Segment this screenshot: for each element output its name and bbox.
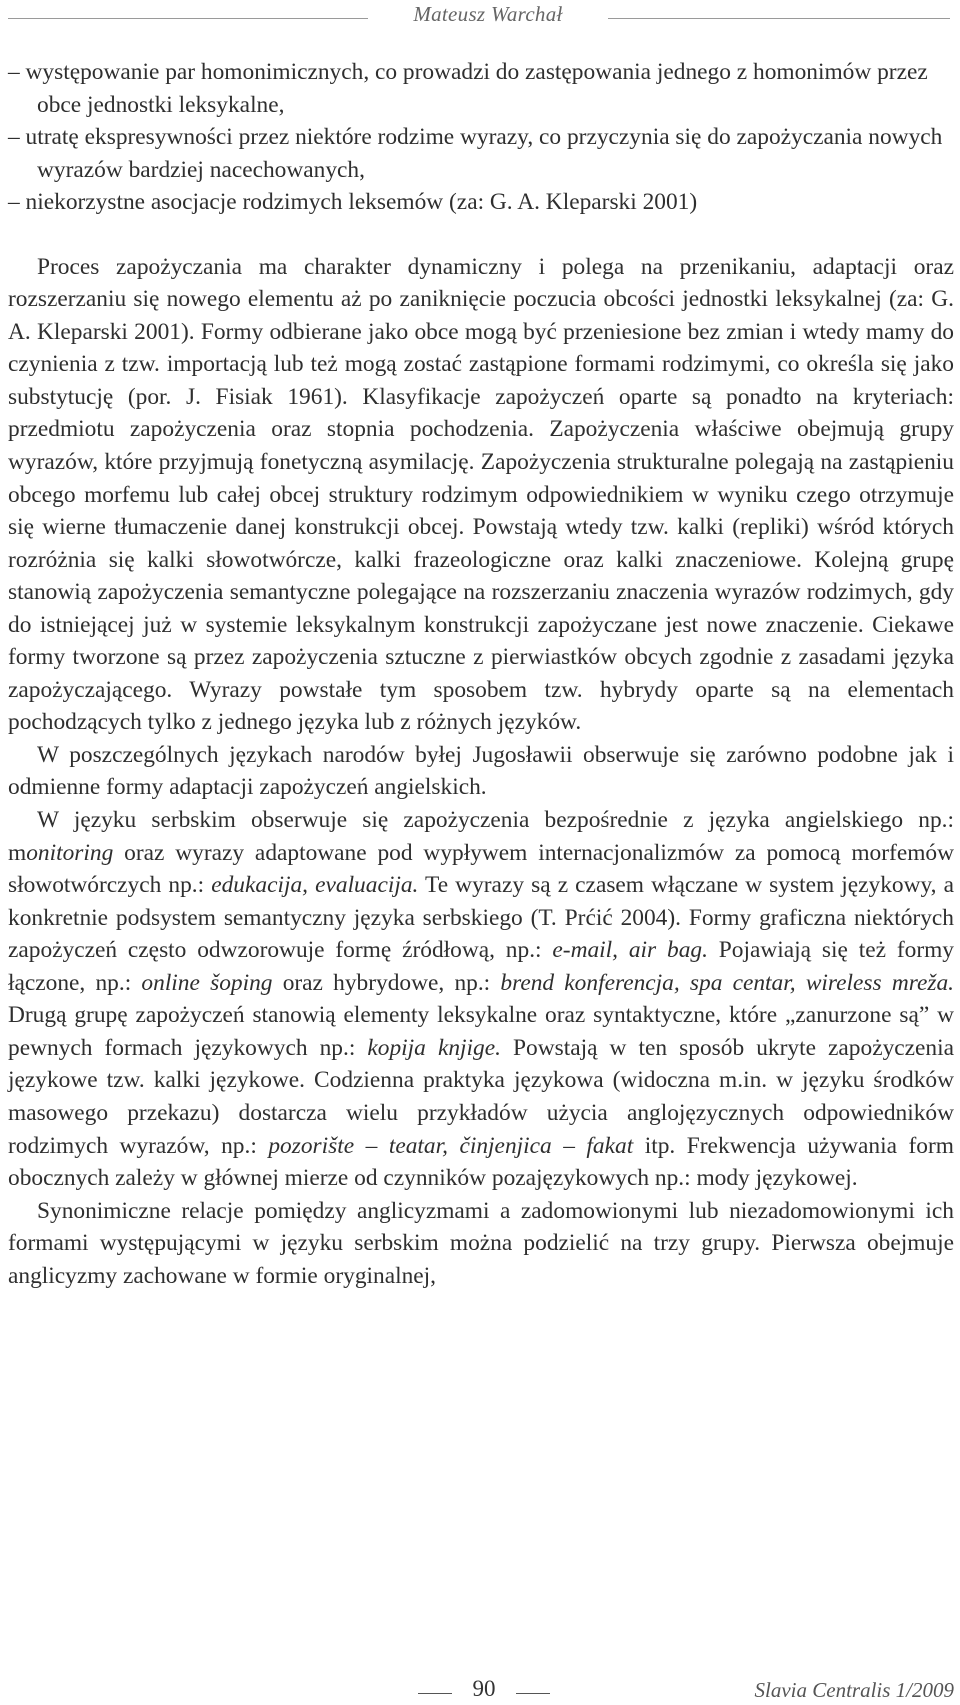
- paragraph-gap: [8, 219, 954, 251]
- running-header-author: Mateusz Warchał: [413, 2, 563, 26]
- page-number: 90: [472, 1676, 496, 1701]
- footer-rule-right: [516, 1693, 550, 1694]
- article-body: [8, 56, 954, 1292]
- paragraph: W poszczególnych językach narodów byłej Jugosławii obserwuje się zarówno podobne jak i odmienne formy adaptacji zapożyczeń angielskich.: [8, 741, 954, 801]
- list-item: – niekorzystne asocjacje rodzimych leksemów (za: G. A. Kleparski 2001): [8, 189, 698, 216]
- paragraph: W języku serbskim obserwuje się zapożyczenia bezpośrednie z języka angielskiego np.: monitoring oraz wyrazy adaptowane pod wypływem internacjonalizmów za pomocą morfemów słowotwórczych np.: edukacija, evaluacija. Te wyrazy są z czasem włączane w system językowy, a konkretnie podsystem semantyczny języka serbskiego (T. Prćić 2004). Formy graficzna niektórych zapożyczeń często odwzorowuje formę źródłową, np.: e-mail, air bag. Pojawiają się też formy łączone, np.: online šoping oraz hybrydowe, np.: brend konferencja, spa centar, wireless mreža. Drugą grupę zapożyczeń stanowią elementy leksykalne oraz syntaktyczne, które „zanurzone są” w pewnych formach językowych np.: kopija knjige. Powstają w ten sposób ukryte zapożyczenia językowe tzw. kalki językowe. Codzienna praktyka językowa (widoczna m.in. w języku środków masowego przekazu) dostarcza wielu przykładów użycia anglojęzycznych odpowiedników rodzimych wyrazów, np.: pozorište – teatar, činjenjica – fakat itp. Frekwencja używania form obocznych zależy w głównej mierze od czynników pozajęzykowych np.: mody językowej.: [8, 807, 955, 1192]
- list-item: – występowanie par homonimicznych, co prowadzi do zastępowania jednego z homonimów przez obce jednostki leksykalne,: [8, 59, 928, 118]
- footer-rule-left: [418, 1693, 452, 1694]
- running-header: [8, 0, 950, 30]
- header-rule-left: [8, 18, 368, 19]
- list-item: – utratę ekspresywności przez niektóre rodzime wyrazy, co przyczynia się do zapożyczania nowych wyrazów bardziej nacechowanych,: [8, 124, 943, 183]
- header-rule-right: [608, 18, 950, 19]
- journal-name: Slavia Centralis 1/2009: [754, 1678, 954, 1702]
- page-footer: [8, 1676, 954, 1704]
- paragraph: Synonimiczne relacje pomiędzy anglicyzmami a zadomowionymi lub niezadomowionymi ich formami występującymi w języku serbskim można podzielić na trzy grupy. Pierwsza obejmuje anglicyzmy zachowane w formie oryginalnej,: [8, 1197, 954, 1289]
- paragraph: Proces zapożyczania ma charakter dynamiczny i polega na przenikaniu, adaptacji oraz rozszerzaniu się nowego elementu aż po zaniknięcie poczucia obcości jednostki leksykalnej (za: G. A. Kleparski 2001). Formy odbierane jako obce mogą być przeniesione bez zmian i wtedy mamy do czynienia z tzw. importacją lub też mogą zostać zastąpione formami rodzimymi, co określa się jako substytucję (por. J. Fisiak 1961). Klasyfikacje zapożyczeń oparte są ponadto na kryteriach: przedmiotu zapożyczenia oraz stopnia pochodzenia. Zapożyczenia właściwe obejmują grupy wyrazów, które przyjmują fonetyczną asymilację. Zapożyczenia strukturalne polegają na zastąpieniu obcego morfemu lub całej obcej struktury rodzimym odpowiednikiem w wyniku czego otrzymuje się wierne tłumaczenie danej konstrukcji obcej. Powstają wtedy tzw. kalki (repliki) wśród których rozróżnia się kalki słowotwórcze, kalki frazeologiczne oraz kalki znaczeniowe. Kolejną grupę stanowią zapożyczenia semantyczne polegające na rozszerzaniu znaczenia wyrazów rodzimych, gdy do istniejącej już w systemie leksykalnym konstrukcji zapożyczane jest nowe znaczenie. Ciekawe formy tworzone są przez zapożyczenia sztuczne z pierwiastków obcych zgodnie z zasadami języka zapożyczającego. Wyrazy powstałe tym sposobem tzw. hybrydy oparte są na elementach pochodzących tylko z jednego języka lub z różnych języków.: [8, 253, 954, 736]
